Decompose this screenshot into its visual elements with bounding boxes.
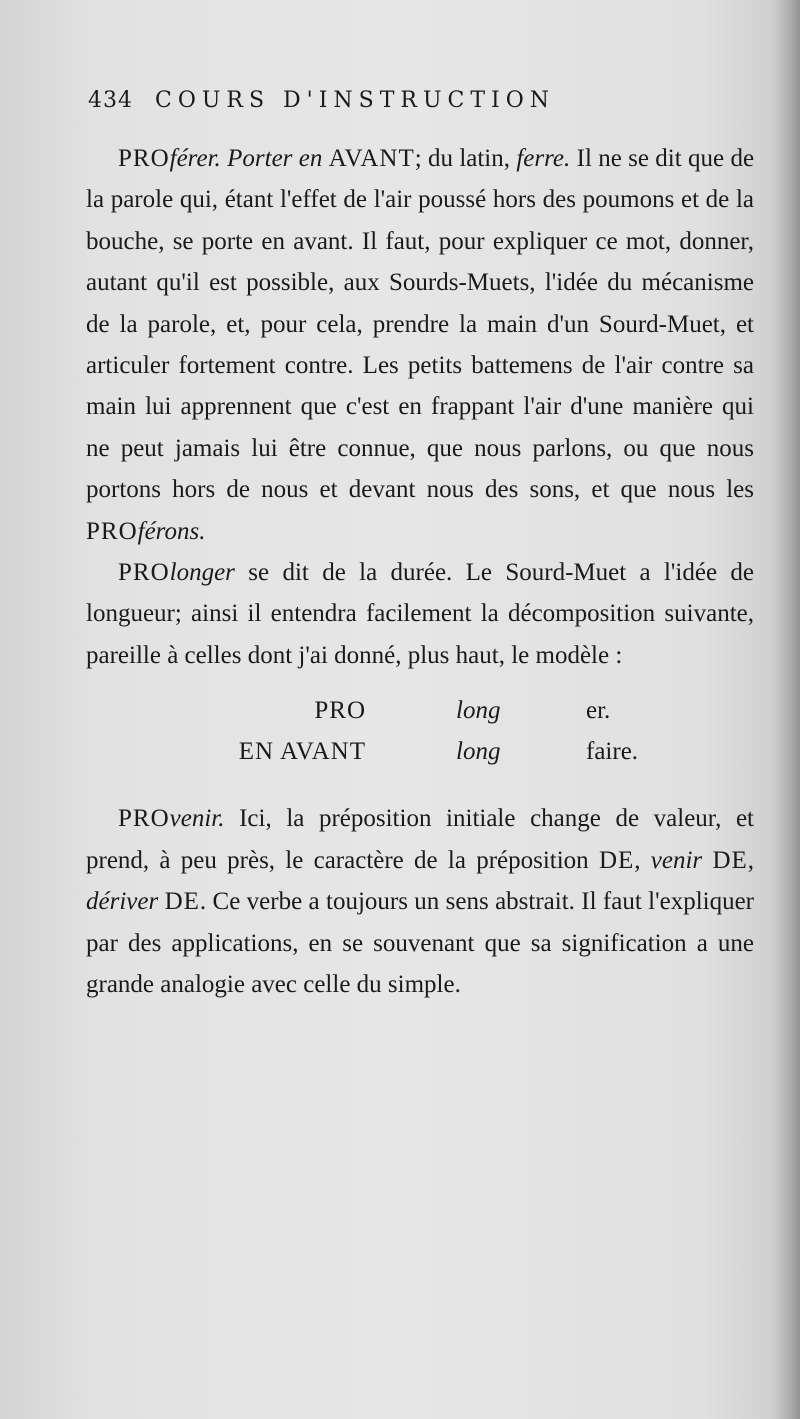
paragraph-text: se dit de la durée. Le Sourd-Muet a l'idée de longueur; ainsi il entendra facilement la décomposition suivante, pareille à celles dont j'ai donné, plus haut, le modèle : xyxy=(86,559,754,669)
page-edge-shadow xyxy=(770,0,800,1419)
running-header xyxy=(88,88,768,113)
word-venir: venir xyxy=(650,846,703,874)
latin-word: ferre. xyxy=(516,145,571,172)
prefix-pro: PRO xyxy=(118,145,170,172)
latin-note: ; du latin, xyxy=(414,145,511,172)
schema-cell: PRO xyxy=(314,697,366,725)
headword-provenir: venir. xyxy=(169,805,225,833)
punctuation: , xyxy=(747,846,755,874)
prefix-pro: PRO xyxy=(86,517,138,545)
paragraph-text: Il ne se dit que de la parole qui, étant l'effet de l'air poussé hors des poumons et de la bouche, se porte en avant. Il faut, pour expliquer ce mot, donner, autant qu'il est possible, aux Sourds-Muets, l'idée du mécanisme de la parole, et, pour cela, prendre la main d'un Sourd-Muet, et articuler fortement contre. Les petits battemens de l'air contre sa main lui apprennent que c'est en frappant l'air d'une manière qui ne peut jamais lui être connue, que nous parlons, ou que nous portons hors de nous et devant nous des sons, et que nous les xyxy=(86,145,755,504)
word-deriver: dériver xyxy=(86,888,159,916)
decomposition-schema xyxy=(86,690,754,772)
schema-cell: long xyxy=(456,738,501,766)
schema-cell: EN AVANT xyxy=(238,738,366,766)
prefix-pro: PRO xyxy=(118,805,170,833)
paragraph-proferer xyxy=(86,138,754,552)
paragraph-text: . Ce verbe a toujours un sens abstrait. Il faut l'expliquer par des applications, en se souvenant que sa signification a une grande analogie avec celle du simple. xyxy=(86,888,755,998)
paragraph-text: Ici, la préposition initiale change de valeur, et prend, à peu près, le caractère de la préposition xyxy=(86,805,755,874)
word-proferons: férons. xyxy=(137,517,206,545)
keyword-de: DE xyxy=(598,846,635,874)
page-number: 434 xyxy=(88,88,133,113)
paragraph-provenir xyxy=(86,798,754,1005)
schema-row xyxy=(86,731,754,772)
headword-prolonger: longer xyxy=(169,559,235,587)
schema-cell: long xyxy=(456,697,501,725)
keyword-avant: AVANT xyxy=(328,145,415,172)
punctuation: , xyxy=(634,846,641,874)
running-title: COURS D'INSTRUCTION xyxy=(155,88,555,113)
keyword-de: DE xyxy=(712,846,748,874)
schema-row xyxy=(86,690,754,731)
paragraph-prolonger xyxy=(86,552,754,676)
headword-proferer: férer. Porter en xyxy=(169,145,323,172)
schema-cell: er. xyxy=(586,697,611,725)
page-body xyxy=(86,138,754,1005)
schema-cell: faire. xyxy=(586,738,639,766)
keyword-de: DE xyxy=(164,888,200,916)
prefix-pro: PRO xyxy=(118,559,170,587)
